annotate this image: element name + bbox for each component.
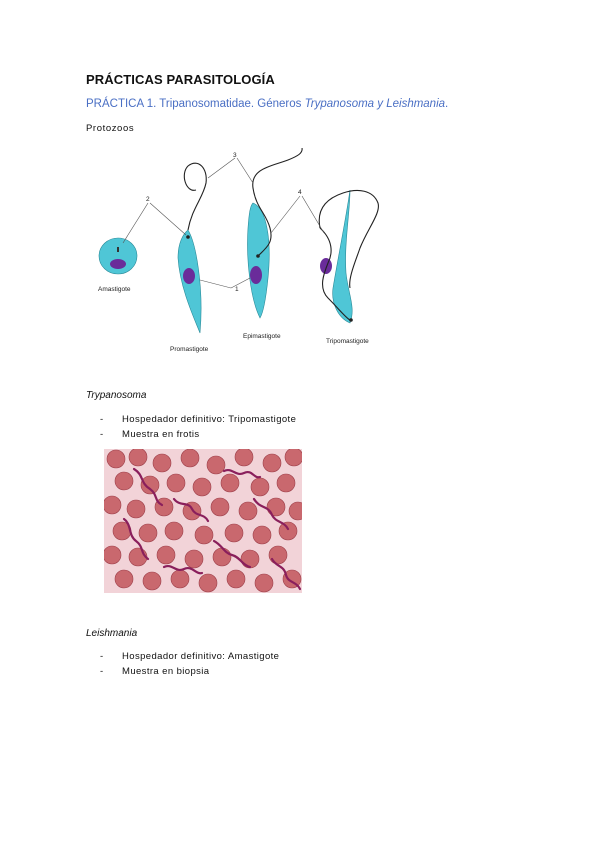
- label-promastigote: Promastigote: [170, 346, 209, 353]
- subtitle-prefix: PRÁCTICA 1. Tripanosomatidae. Géneros: [86, 98, 305, 110]
- list-item: [100, 412, 296, 427]
- bullet-dash: -: [100, 666, 104, 677]
- label-number-4: 4: [298, 189, 302, 196]
- amastigote-figure: [99, 238, 137, 274]
- leader-lines: [123, 158, 324, 288]
- page-title: PRÁCTICAS PARASITOLOGÍA: [86, 72, 275, 87]
- bullet-dash: -: [100, 429, 104, 440]
- tripomastigote-figure: [319, 190, 378, 323]
- bullet-dash: -: [100, 651, 104, 662]
- blood-smear-photo: [104, 449, 302, 593]
- label-number-2: 2: [146, 196, 150, 203]
- subtitle-conjunction: y: [374, 98, 387, 110]
- label-number-1: 1: [235, 286, 239, 293]
- list-item: [100, 649, 279, 664]
- leishmania-list: [100, 649, 279, 679]
- bullet-dash: -: [100, 414, 104, 425]
- trypanosoma-list: [100, 412, 296, 442]
- label-number-3: 3: [233, 152, 237, 159]
- section-heading-protozoos: Protozoos: [86, 123, 135, 134]
- label-tripomastigote: Tripomastigote: [326, 338, 369, 345]
- subtitle-end: .: [445, 98, 449, 110]
- subtitle-genus-trypanosoma: Trypanosoma: [304, 98, 375, 110]
- list-item-text: Muestra en biopsia: [122, 666, 210, 677]
- label-amastigote: Amastigote: [98, 286, 131, 293]
- epimastigote-figure: [248, 148, 303, 318]
- section-heading-trypanosoma: Trypanosoma: [86, 390, 147, 401]
- section-heading-leishmania: Leishmania: [86, 628, 138, 639]
- list-item: [100, 664, 279, 679]
- list-item-text: Hospedador definitivo: Amastigote: [122, 651, 280, 662]
- trypanosomatid-forms-diagram: [88, 148, 388, 358]
- list-item-text: Muestra en frotis: [122, 429, 200, 440]
- list-item-text: Hospedador definitivo: Tripomastigote: [122, 414, 297, 425]
- practice-subtitle: [86, 98, 448, 110]
- list-item: [100, 427, 296, 442]
- label-epimastigote: Epimastigote: [243, 333, 281, 340]
- promastigote-figure: [178, 163, 206, 333]
- subtitle-genus-leishmania: Leishmania: [386, 98, 446, 110]
